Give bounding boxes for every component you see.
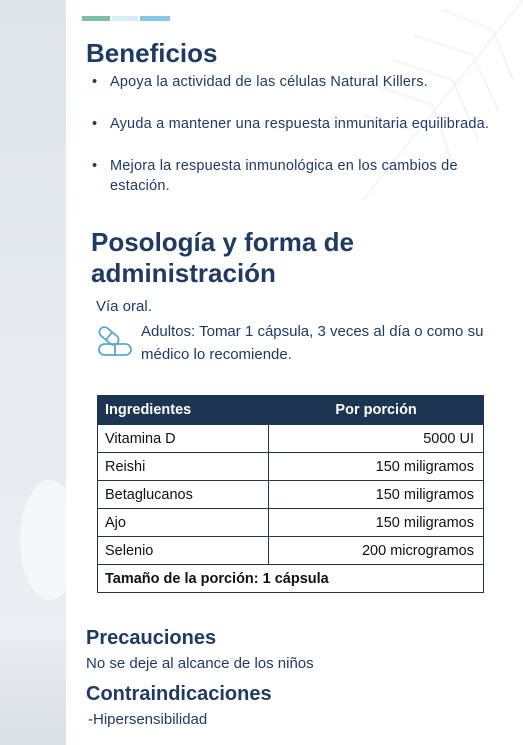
beneficios-list bbox=[90, 72, 490, 218]
ingredient-cell: Betaglucanos bbox=[98, 481, 269, 509]
accent-bars bbox=[82, 16, 170, 21]
ingredient-cell: Ajo bbox=[98, 509, 269, 537]
ingredient-cell: Reishi bbox=[98, 453, 269, 481]
accent-bar bbox=[140, 16, 170, 21]
accent-bar bbox=[112, 16, 138, 21]
table-row bbox=[98, 425, 484, 453]
list-item: • Ayuda a mantener una respuesta inmunitaria equilibrada. bbox=[90, 114, 490, 134]
ingredient-cell: Vitamina D bbox=[98, 425, 269, 453]
posologia-heading: Posología y forma de administración bbox=[91, 227, 354, 288]
via-text: Vía oral. bbox=[96, 298, 152, 315]
list-item: • Apoya la actividad de las células Natural Killers. bbox=[90, 72, 490, 92]
column-header: Ingredientes bbox=[98, 396, 269, 425]
capsule-icon bbox=[96, 324, 134, 358]
table-row bbox=[98, 481, 484, 509]
amount-cell: 150 miligramos bbox=[269, 453, 484, 481]
precauciones-heading: Precauciones bbox=[86, 627, 217, 649]
contraindicaciones-heading: Contraindicaciones bbox=[86, 683, 272, 705]
table-row bbox=[98, 453, 484, 481]
amount-cell: 5000 UI bbox=[269, 425, 484, 453]
column-header: Por porción bbox=[269, 396, 484, 425]
table-row bbox=[98, 537, 484, 565]
contraindicaciones-text: -Hipersensibilidad bbox=[88, 711, 208, 728]
list-item: • Mejora la respuesta inmunológica en los cambios de estación. bbox=[90, 156, 490, 196]
amount-cell: 150 miligramos bbox=[269, 509, 484, 537]
beneficios-heading: Beneficios bbox=[86, 38, 218, 68]
precauciones-text: No se deje al alcance de los niños bbox=[86, 655, 314, 672]
background-strip bbox=[0, 0, 66, 745]
amount-cell: 200 microgramos bbox=[269, 537, 484, 565]
serving-size: Tamaño de la porción: 1 cápsula bbox=[98, 565, 484, 593]
adultos-text: Adultos: Tomar 1 cápsula, 3 veces al día o como su médico lo recomiende. bbox=[141, 323, 484, 363]
page-content bbox=[66, 0, 523, 745]
ingredients-table bbox=[97, 395, 484, 593]
accent-bar bbox=[82, 16, 110, 21]
table-row bbox=[98, 509, 484, 537]
background-shape bbox=[0, 640, 66, 745]
ingredient-cell: Selenio bbox=[98, 537, 269, 565]
table-header-row bbox=[98, 396, 484, 425]
amount-cell: 150 miligramos bbox=[269, 481, 484, 509]
table-footer-row bbox=[98, 565, 484, 593]
